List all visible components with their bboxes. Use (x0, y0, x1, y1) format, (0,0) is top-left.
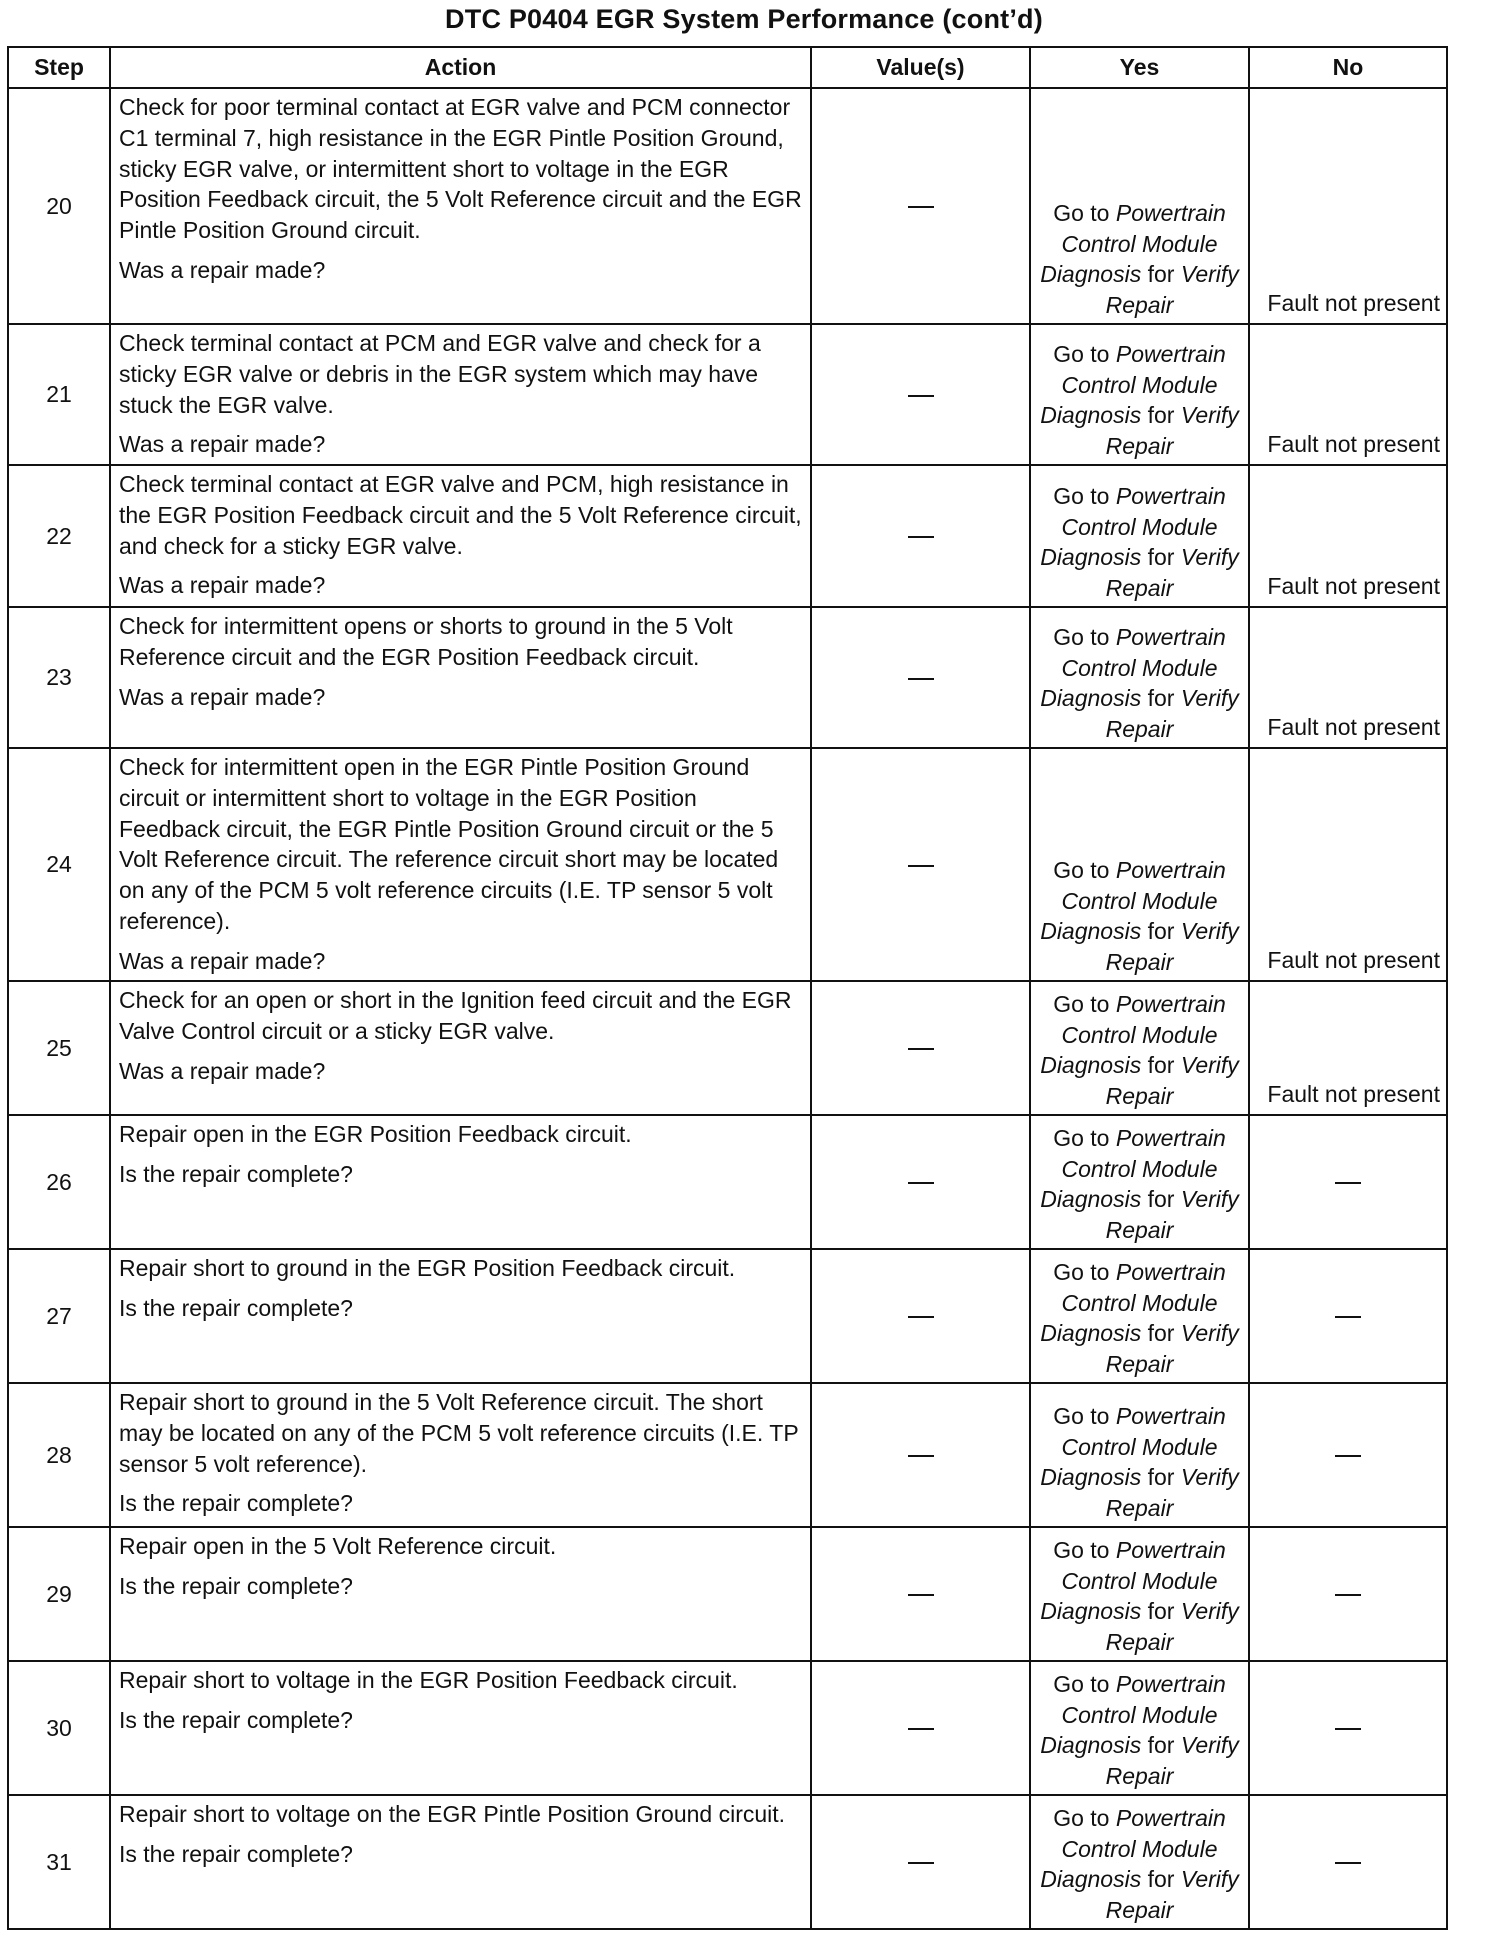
yes-reference-section: Verify Repair (1105, 1732, 1239, 1790)
action-cell (110, 981, 811, 1115)
action-cell (110, 1795, 811, 1929)
no-cell: Fault not present (1249, 981, 1447, 1115)
dash-mark (908, 1862, 934, 1864)
yes-prefix: Go to (1053, 1670, 1116, 1697)
dash-mark (908, 1728, 934, 1730)
yes-prefix: Go to (1053, 856, 1116, 883)
action-cell (110, 1527, 811, 1661)
yes-reference-doc: Powertrain Control Module Diagnosis (1040, 340, 1226, 429)
yes-reference-section: Verify Repair (1105, 261, 1239, 319)
no-cell (1249, 1249, 1447, 1383)
yes-mid: for (1141, 1866, 1181, 1893)
action-cell (110, 1661, 811, 1795)
yes-mid: for (1141, 544, 1181, 571)
yes-cell (1030, 1383, 1249, 1527)
table-row (8, 1115, 1447, 1249)
column-header-no: No (1249, 47, 1447, 88)
action-text: Repair short to ground in the EGR Position Feedback circuit. (119, 1255, 736, 1281)
yes-cell (1030, 1661, 1249, 1795)
dash-mark (1335, 1862, 1361, 1864)
table-row (8, 981, 1447, 1115)
yes-mid: for (1141, 1186, 1181, 1213)
dash-mark (1335, 1316, 1361, 1318)
table-row (8, 465, 1447, 607)
action-cell (110, 88, 811, 324)
action-question: Is the repair complete? (119, 1706, 353, 1733)
action-question: Is the repair complete? (119, 1294, 353, 1321)
dash-mark (1335, 1182, 1361, 1184)
yes-prefix: Go to (1053, 1804, 1116, 1831)
yes-reference-section: Verify Repair (1105, 1052, 1239, 1110)
yes-cell (1030, 1795, 1249, 1929)
action-cell (110, 607, 811, 748)
action-cell (110, 1383, 811, 1527)
yes-mid: for (1141, 1598, 1181, 1625)
yes-mid: for (1141, 1464, 1181, 1491)
dash-mark (908, 536, 934, 538)
yes-prefix: Go to (1053, 1258, 1116, 1285)
no-cell: Fault not present (1249, 748, 1447, 981)
yes-mid: for (1141, 402, 1181, 429)
table-body (8, 88, 1447, 1929)
yes-cell (1030, 981, 1249, 1115)
no-cell: Fault not present (1249, 88, 1447, 324)
value-cell (811, 748, 1030, 981)
action-text: Repair open in the 5 Volt Reference circuit. (119, 1533, 557, 1559)
action-question: Was a repair made? (119, 572, 326, 599)
action-cell (110, 465, 811, 607)
yes-cell (1030, 607, 1249, 748)
action-text: Repair short to ground in the 5 Volt Reference circuit. The short may be located on any of the PCM 5 volt reference circuits (I.E. TP sensor 5 volt reference). (119, 1389, 799, 1477)
yes-reference-doc: Powertrain Control Module Diagnosis (1040, 1402, 1226, 1491)
action-text: Check terminal contact at PCM and EGR valve and check for a sticky EGR valve or debris in the EGR system which may have stuck the EGR valve. (119, 330, 761, 418)
yes-reference-doc: Powertrain Control Module Diagnosis (1040, 1124, 1226, 1213)
yes-cell (1030, 324, 1249, 465)
step-number: 30 (8, 1661, 110, 1795)
action-text: Check terminal contact at EGR valve and PCM, high resistance in the EGR Position Feedback circuit and the 5 Volt Reference circuit, and check for a sticky EGR valve. (119, 471, 802, 559)
table-row (8, 1527, 1447, 1661)
action-question: Is the repair complete? (119, 1840, 353, 1867)
table-row (8, 88, 1447, 324)
action-text: Repair short to voltage on the EGR Pintle Position Ground circuit. (119, 1801, 786, 1827)
page-title: DTC P0404 EGR System Performance (cont’d) (445, 4, 1043, 34)
action-text: Check for intermittent opens or shorts to ground in the 5 Volt Reference circuit and the EGR Position Feedback circuit. (119, 613, 733, 670)
yes-cell (1030, 465, 1249, 607)
table-row (8, 607, 1447, 748)
value-cell (811, 1527, 1030, 1661)
yes-reference-doc: Powertrain Control Module Diagnosis (1040, 1670, 1226, 1759)
yes-mid: for (1141, 1052, 1181, 1079)
step-number: 22 (8, 465, 110, 607)
yes-reference-section: Verify Repair (1105, 685, 1239, 743)
yes-cell (1030, 88, 1249, 324)
value-cell (811, 981, 1030, 1115)
value-cell (811, 1661, 1030, 1795)
table-row (8, 1383, 1447, 1527)
yes-reference-doc: Powertrain Control Module Diagnosis (1040, 1258, 1226, 1347)
dash-mark (908, 1455, 934, 1457)
step-number: 23 (8, 607, 110, 748)
yes-prefix: Go to (1053, 1536, 1116, 1563)
step-number: 29 (8, 1527, 110, 1661)
dash-mark (908, 865, 934, 867)
dash-mark (908, 1316, 934, 1318)
yes-prefix: Go to (1053, 340, 1116, 367)
step-number: 26 (8, 1115, 110, 1249)
action-question: Is the repair complete? (119, 1490, 353, 1517)
action-question: Was a repair made? (119, 431, 326, 458)
yes-cell (1030, 1115, 1249, 1249)
yes-reference-section: Verify Repair (1105, 1320, 1239, 1378)
action-cell (110, 1115, 811, 1249)
yes-reference-doc: Powertrain Control Module Diagnosis (1040, 623, 1226, 712)
column-header-values: Value(s) (811, 47, 1030, 88)
dash-mark (908, 1182, 934, 1184)
yes-mid: for (1141, 685, 1181, 712)
no-cell (1249, 1383, 1447, 1527)
action-question: Is the repair complete? (119, 1572, 353, 1599)
table-header-row (8, 47, 1447, 88)
action-text: Check for poor terminal contact at EGR valve and PCM connector C1 terminal 7, high resistance in the EGR Pintle Position Ground, sticky EGR valve, or intermittent short to voltage in the EGR Position Feedback circuit, the 5 Volt Reference circuit and the EGR Pintle Position Ground circuit. (119, 94, 802, 244)
step-number: 27 (8, 1249, 110, 1383)
action-text: Repair short to voltage in the EGR Position Feedback circuit. (119, 1667, 738, 1693)
value-cell (811, 1115, 1030, 1249)
action-cell (110, 1249, 811, 1383)
yes-prefix: Go to (1053, 623, 1116, 650)
yes-reference-doc: Powertrain Control Module Diagnosis (1040, 856, 1226, 945)
step-number: 28 (8, 1383, 110, 1527)
action-question: Is the repair complete? (119, 1160, 353, 1187)
dash-mark (908, 206, 934, 208)
yes-reference-section: Verify Repair (1105, 402, 1239, 460)
value-cell (811, 1795, 1030, 1929)
yes-reference-doc: Powertrain Control Module Diagnosis (1040, 199, 1226, 288)
yes-prefix: Go to (1053, 990, 1116, 1017)
yes-cell (1030, 748, 1249, 981)
table-row (8, 1795, 1447, 1929)
yes-cell (1030, 1527, 1249, 1661)
yes-reference-section: Verify Repair (1105, 1598, 1239, 1656)
yes-prefix: Go to (1053, 1124, 1116, 1151)
yes-prefix: Go to (1053, 482, 1116, 509)
yes-reference-section: Verify Repair (1105, 1866, 1239, 1924)
value-cell (811, 1383, 1030, 1527)
yes-prefix: Go to (1053, 199, 1116, 226)
yes-reference-section: Verify Repair (1105, 1464, 1239, 1522)
dash-mark (908, 1048, 934, 1050)
no-cell: Fault not present (1249, 324, 1447, 465)
dash-mark (908, 1594, 934, 1596)
table-row (8, 748, 1447, 981)
value-cell (811, 607, 1030, 748)
yes-reference-doc: Powertrain Control Module Diagnosis (1040, 1536, 1226, 1625)
action-text: Check for intermittent open in the EGR Pintle Position Ground circuit or intermittent short to voltage in the EGR Position Feedback circuit, the EGR Pintle Position Ground circuit or the 5 Volt Reference circuit. The reference circuit short may be located on any of the PCM 5 volt reference circuits (I.E. TP sensor 5 volt reference). (119, 754, 779, 934)
action-question: Was a repair made? (119, 256, 326, 283)
yes-mid: for (1141, 1732, 1181, 1759)
action-text: Repair open in the EGR Position Feedback circuit. (119, 1121, 632, 1147)
no-cell (1249, 1661, 1447, 1795)
column-header-yes: Yes (1030, 47, 1249, 88)
yes-cell (1030, 1249, 1249, 1383)
no-cell (1249, 1795, 1447, 1929)
yes-mid: for (1141, 1320, 1181, 1347)
yes-reference-section: Verify Repair (1105, 918, 1239, 976)
action-text: Check for an open or short in the Ignition feed circuit and the EGR Valve Control circuit or a sticky EGR valve. (119, 987, 792, 1044)
value-cell (811, 1249, 1030, 1383)
column-header-step: Step (8, 47, 110, 88)
column-header-action: Action (110, 47, 811, 88)
yes-reference-doc: Powertrain Control Module Diagnosis (1040, 1804, 1226, 1893)
step-number: 31 (8, 1795, 110, 1929)
yes-prefix: Go to (1053, 1402, 1116, 1429)
dash-mark (1335, 1594, 1361, 1596)
no-cell (1249, 1527, 1447, 1661)
dash-mark (908, 395, 934, 397)
yes-mid: for (1141, 261, 1181, 288)
no-cell: Fault not present (1249, 607, 1447, 748)
value-cell (811, 88, 1030, 324)
yes-mid: for (1141, 918, 1181, 945)
value-cell (811, 324, 1030, 465)
step-number: 25 (8, 981, 110, 1115)
yes-reference-doc: Powertrain Control Module Diagnosis (1040, 990, 1226, 1079)
yes-reference-doc: Powertrain Control Module Diagnosis (1040, 482, 1226, 571)
yes-reference-section: Verify Repair (1105, 544, 1239, 602)
action-question: Was a repair made? (119, 683, 326, 710)
diagnostic-table (7, 46, 1448, 1930)
step-number: 20 (8, 88, 110, 324)
table-row (8, 324, 1447, 465)
table-row (8, 1661, 1447, 1795)
value-cell (811, 465, 1030, 607)
dash-mark (908, 678, 934, 680)
yes-reference-section: Verify Repair (1105, 1186, 1239, 1244)
dash-mark (1335, 1455, 1361, 1457)
no-cell (1249, 1115, 1447, 1249)
no-cell: Fault not present (1249, 465, 1447, 607)
dash-mark (1335, 1728, 1361, 1730)
action-cell (110, 324, 811, 465)
step-number: 21 (8, 324, 110, 465)
action-question: Was a repair made? (119, 1057, 326, 1084)
action-cell (110, 748, 811, 981)
step-number: 24 (8, 748, 110, 981)
action-question: Was a repair made? (119, 947, 326, 974)
table-row (8, 1249, 1447, 1383)
